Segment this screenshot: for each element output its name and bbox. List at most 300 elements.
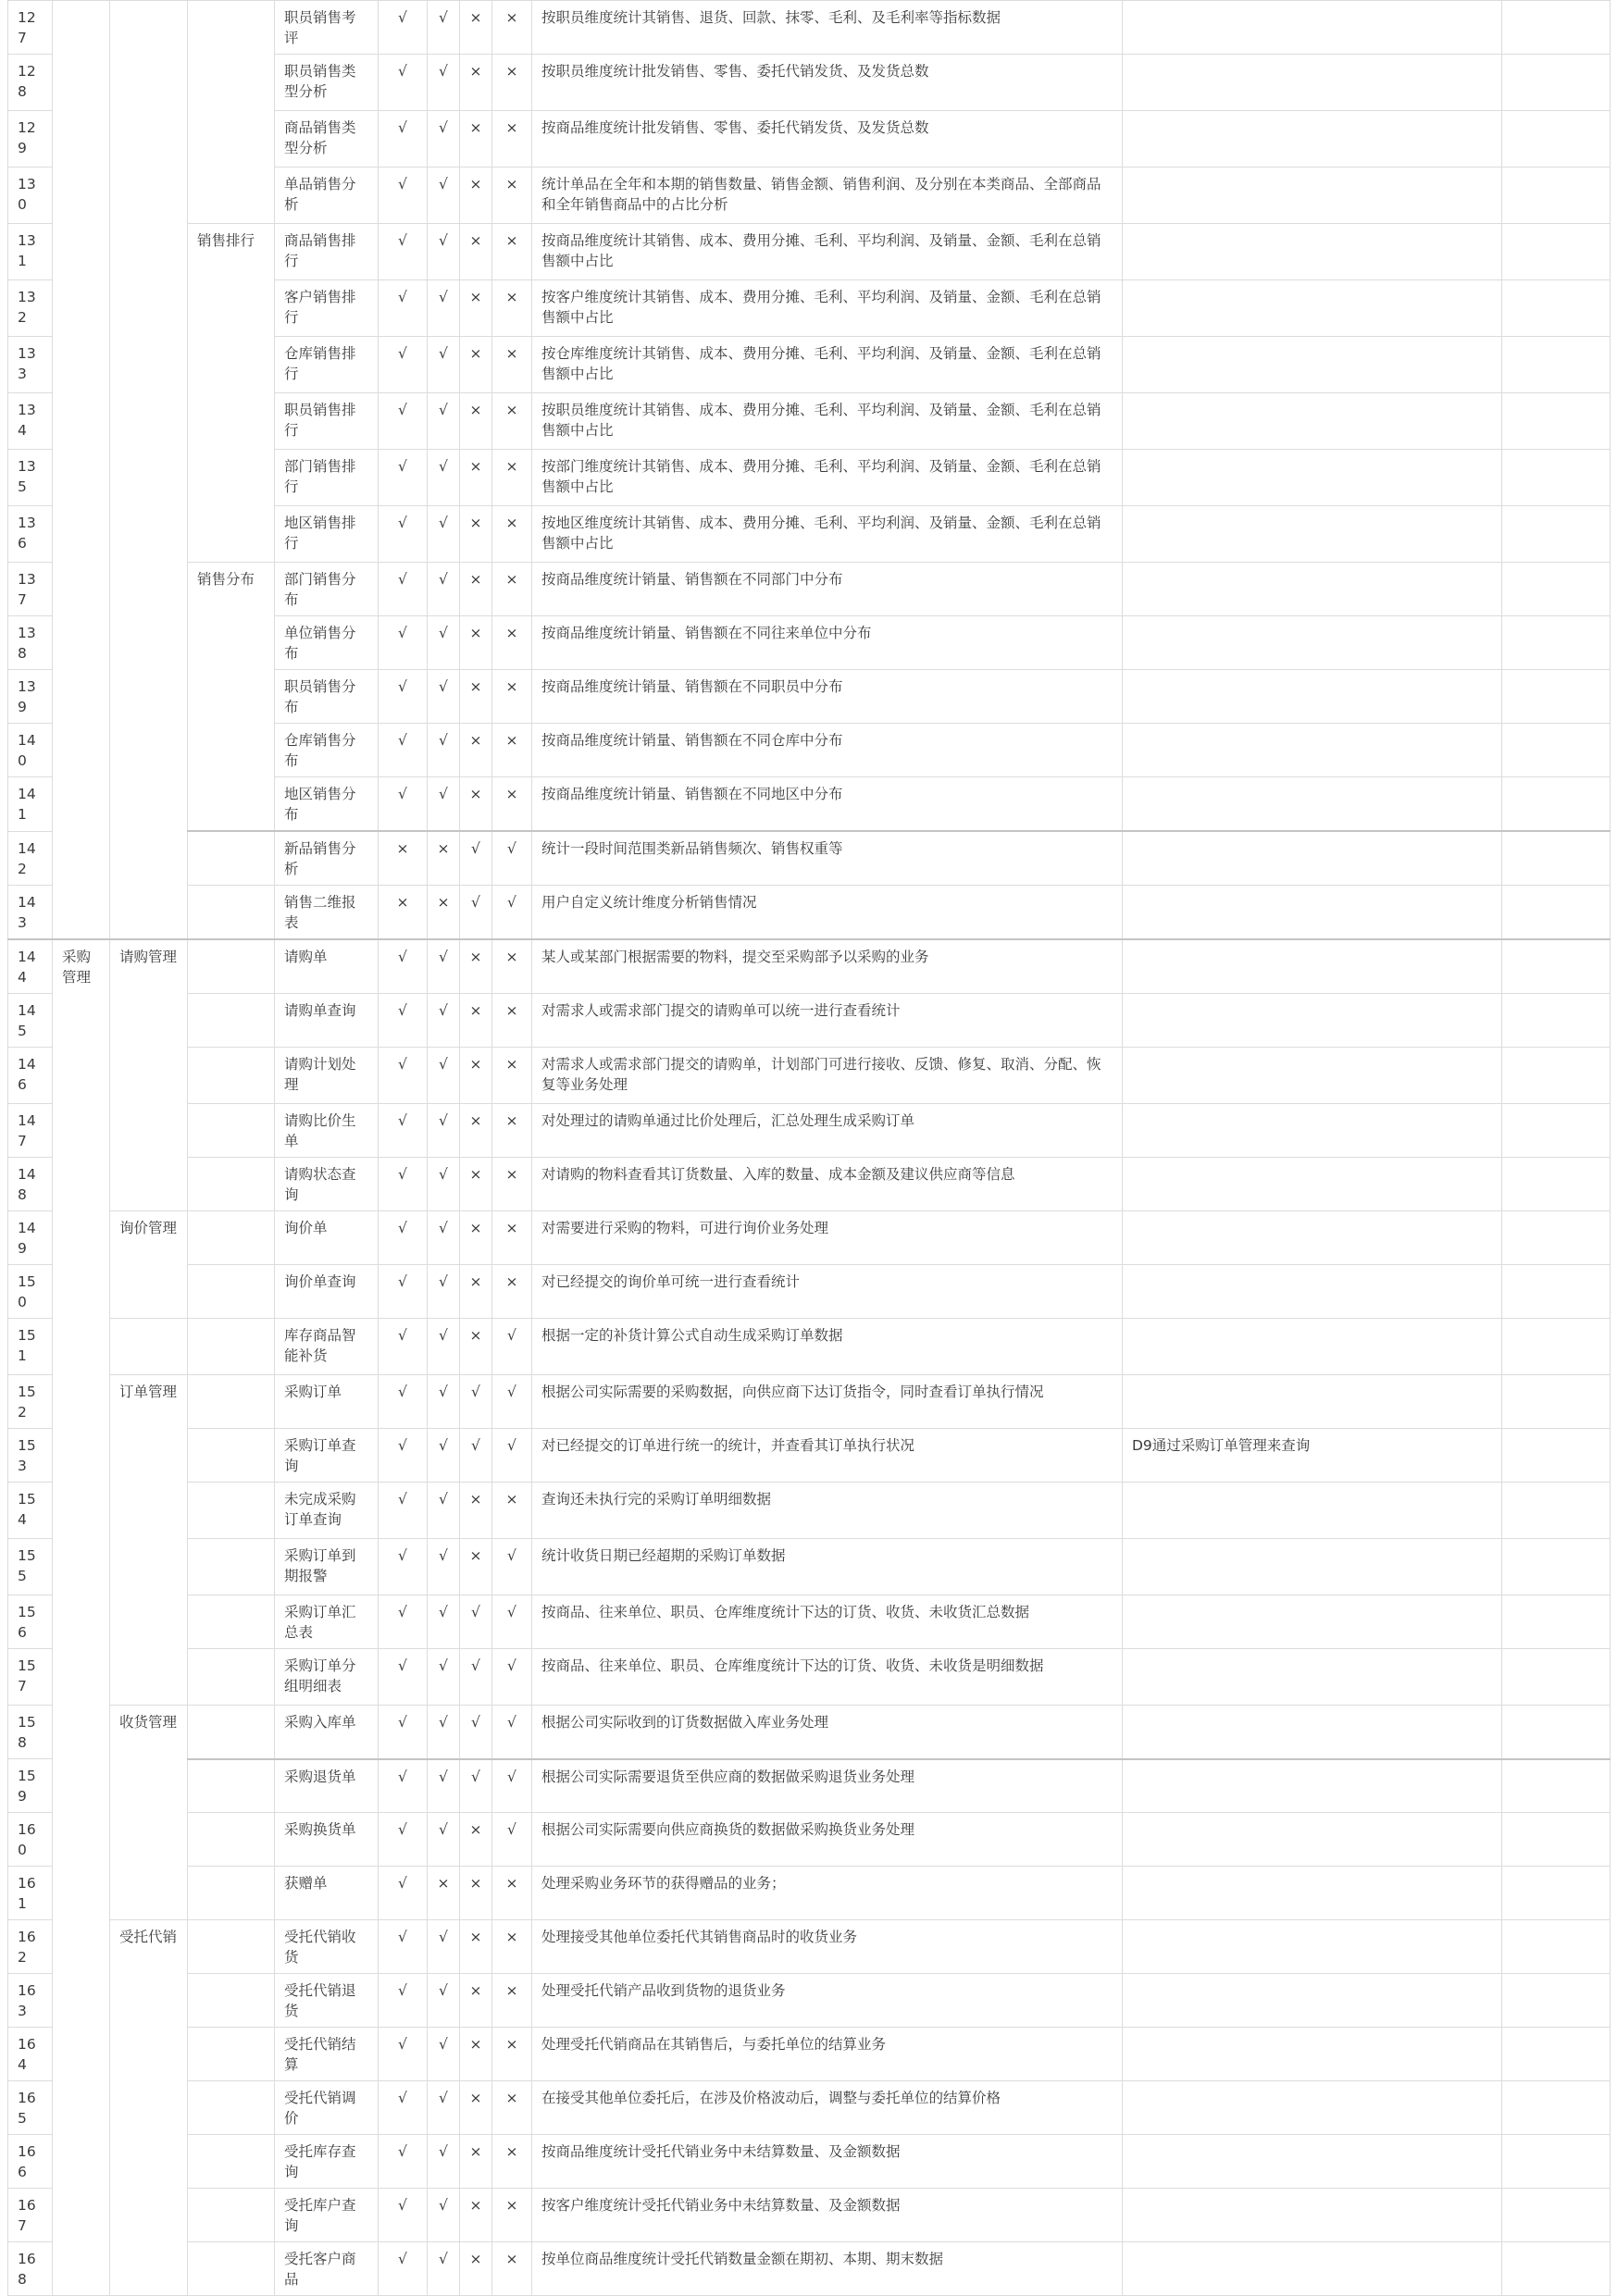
function-name: 获赠单 [275, 1867, 379, 1920]
mark-cell: √ [428, 1483, 460, 1539]
subgroup-cell [188, 1706, 275, 1759]
mark-cell: √ [379, 1048, 428, 1104]
row-number: 158 [8, 1706, 53, 1759]
table-row [8, 2189, 1611, 2242]
function-name: 未完成采购订单查询 [275, 1483, 379, 1539]
table-row [8, 2028, 1611, 2081]
function-name: 采购订单分组明细表 [275, 1649, 379, 1706]
row-number: 167 [8, 2189, 53, 2242]
function-name: 采购订单到期报警 [275, 1539, 379, 1595]
group-cell: 受托代销 [110, 1920, 188, 2296]
subgroup-cell [188, 1211, 275, 1265]
note [1123, 616, 1502, 670]
description: 按商品维度统计其销售、成本、费用分摊、毛利、平均利润、及销量、金额、毛利在总销售额中占比 [532, 224, 1123, 280]
function-name: 职员销售排行 [275, 393, 379, 450]
description: 对已经提交的询价单可统一进行查看统计 [532, 1265, 1123, 1319]
subgroup-cell [188, 1, 275, 224]
mark-cell: × [492, 2028, 532, 2081]
mark-cell: × [492, 1104, 532, 1158]
group-cell [110, 1319, 188, 1375]
row-number: 151 [8, 1319, 53, 1375]
row-number: 155 [8, 1539, 53, 1595]
description: 查询还未执行完的采购订单明细数据 [532, 1483, 1123, 1539]
mark-cell: × [492, 670, 532, 724]
note [1123, 831, 1502, 886]
mark-cell: √ [428, 1104, 460, 1158]
function-name: 受托客户商品 [275, 2242, 379, 2296]
mark-cell: × [492, 1974, 532, 2028]
blank-cell [1502, 831, 1611, 886]
mark-cell: × [492, 224, 532, 280]
table-row [8, 1048, 1611, 1104]
blank-cell [1502, 1649, 1611, 1706]
description: 根据公司实际收到的订货数据做入库业务处理 [532, 1706, 1123, 1759]
blank-cell [1502, 939, 1611, 994]
row-number: 129 [8, 111, 53, 168]
function-name: 请购单查询 [275, 994, 379, 1048]
subgroup-cell [188, 1920, 275, 1974]
group-cell [110, 1, 188, 940]
table-row [8, 224, 1611, 280]
mark-cell: √ [379, 2028, 428, 2081]
table-row [8, 563, 1611, 616]
mark-cell: √ [428, 1706, 460, 1759]
blank-cell [1502, 111, 1611, 168]
mark-cell: √ [379, 1595, 428, 1649]
mark-cell: × [460, 1813, 492, 1867]
mark-cell: √ [428, 280, 460, 337]
function-name: 请购比价生单 [275, 1104, 379, 1158]
mark-cell: √ [379, 168, 428, 224]
function-name: 采购订单汇总表 [275, 1595, 379, 1649]
note [1123, 1211, 1502, 1265]
mark-cell: × [492, 450, 532, 506]
note [1123, 224, 1502, 280]
mark-cell: √ [379, 224, 428, 280]
description: 根据一定的补货计算公式自动生成采购订单数据 [532, 1319, 1123, 1375]
row-number: 132 [8, 280, 53, 337]
mark-cell: × [460, 168, 492, 224]
note [1123, 2189, 1502, 2242]
blank-cell [1502, 616, 1611, 670]
module-cell [53, 1, 110, 940]
mark-cell: √ [492, 886, 532, 940]
blank-cell [1502, 168, 1611, 224]
mark-cell: √ [379, 1867, 428, 1920]
mark-cell: √ [379, 939, 428, 994]
mark-cell: √ [428, 1211, 460, 1265]
blank-cell [1502, 224, 1611, 280]
mark-cell: × [492, 2135, 532, 2189]
row-number: 139 [8, 670, 53, 724]
table-row [8, 1158, 1611, 1211]
subgroup-cell [188, 1265, 275, 1319]
description: 处理采购业务环节的获得赠品的业务； [532, 1867, 1123, 1920]
mark-cell: × [492, 393, 532, 450]
mark-cell: √ [492, 1319, 532, 1375]
mark-cell: √ [428, 939, 460, 994]
subgroup-cell [188, 1974, 275, 2028]
mark-cell: × [460, 1265, 492, 1319]
mark-cell: × [460, 563, 492, 616]
mark-cell: × [492, 2242, 532, 2296]
mark-cell: √ [379, 777, 428, 832]
mark-cell: √ [379, 1539, 428, 1595]
note [1123, 777, 1502, 832]
subgroup-cell [188, 1158, 275, 1211]
row-number: 141 [8, 777, 53, 832]
mark-cell: √ [460, 1375, 492, 1429]
mark-cell: √ [428, 506, 460, 563]
module-cell: 采购管理 [53, 939, 110, 2296]
row-number: 137 [8, 563, 53, 616]
mark-cell: × [492, 616, 532, 670]
description: 按职员维度统计其销售、退货、回款、抹零、毛利、及毛利率等指标数据 [532, 1, 1123, 55]
description: 对请购的物料查看其订货数量、入库的数量、成本金额及建议供应商等信息 [532, 1158, 1123, 1211]
description: 按部门维度统计其销售、成本、费用分摊、毛利、平均利润、及销量、金额、毛利在总销售额中占比 [532, 450, 1123, 506]
description: 对需求人或需求部门提交的请购单，计划部门可进行接收、反馈、修复、取消、分配、恢复等业务处理 [532, 1048, 1123, 1104]
description: 按商品维度统计销量、销售额在不同仓库中分布 [532, 724, 1123, 777]
mark-cell: × [460, 1319, 492, 1375]
function-name: 受托库户查询 [275, 2189, 379, 2242]
mark-cell: √ [428, 2028, 460, 2081]
subgroup-cell [188, 831, 275, 886]
blank-cell [1502, 280, 1611, 337]
row-number: 153 [8, 1429, 53, 1483]
mark-cell: √ [428, 2081, 460, 2135]
note [1123, 450, 1502, 506]
note [1123, 1539, 1502, 1595]
mark-cell: √ [428, 1265, 460, 1319]
mark-cell: √ [379, 1265, 428, 1319]
note [1123, 168, 1502, 224]
mark-cell: × [492, 1, 532, 55]
mark-cell: √ [428, 1759, 460, 1813]
mark-cell: √ [492, 1595, 532, 1649]
mark-cell: √ [428, 1539, 460, 1595]
mark-cell: √ [428, 777, 460, 832]
blank-cell [1502, 1920, 1611, 1974]
mark-cell: √ [379, 2242, 428, 2296]
mark-cell: × [460, 939, 492, 994]
mark-cell: √ [428, 1649, 460, 1706]
note [1123, 994, 1502, 1048]
mark-cell: × [460, 1104, 492, 1158]
mark-cell: × [492, 1867, 532, 1920]
subgroup-cell [188, 886, 275, 940]
note [1123, 2135, 1502, 2189]
mark-cell: × [460, 1048, 492, 1104]
description: 对需求人或需求部门提交的请购单可以统一进行查看统计 [532, 994, 1123, 1048]
table-row [8, 886, 1611, 940]
row-number: 164 [8, 2028, 53, 2081]
row-number: 152 [8, 1375, 53, 1429]
row-number: 142 [8, 831, 53, 886]
description: 按单位商品维度统计受托代销数量金额在期初、本期、期末数据 [532, 2242, 1123, 2296]
mark-cell: √ [379, 280, 428, 337]
description: 根据公司实际需要向供应商换货的数据做采购换货业务处理 [532, 1813, 1123, 1867]
subgroup-cell [188, 2028, 275, 2081]
mark-cell: √ [379, 1759, 428, 1813]
description: 在接受其他单位委托后，在涉及价格波动后，调整与委托单位的结算价格 [532, 2081, 1123, 2135]
mark-cell: √ [428, 724, 460, 777]
mark-cell: √ [428, 55, 460, 111]
group-cell: 收货管理 [110, 1706, 188, 1920]
mark-cell: × [379, 886, 428, 940]
function-name: 职员销售分布 [275, 670, 379, 724]
mark-cell: × [460, 2081, 492, 2135]
mark-cell: √ [379, 337, 428, 393]
table-row [8, 1319, 1611, 1375]
function-name: 请购状态查询 [275, 1158, 379, 1211]
mark-cell: √ [379, 1, 428, 55]
mark-cell: √ [428, 168, 460, 224]
table-row [8, 939, 1611, 994]
mark-cell: √ [379, 2189, 428, 2242]
row-number: 163 [8, 1974, 53, 2028]
function-name: 库存商品智能补货 [275, 1319, 379, 1375]
note [1123, 55, 1502, 111]
blank-cell [1502, 563, 1611, 616]
blank-cell [1502, 1974, 1611, 2028]
function-name: 新品销售分析 [275, 831, 379, 886]
blank-cell [1502, 1595, 1611, 1649]
mark-cell: × [460, 2242, 492, 2296]
row-number: 143 [8, 886, 53, 940]
note [1123, 886, 1502, 940]
function-name: 请购计划处理 [275, 1048, 379, 1104]
mark-cell: √ [379, 563, 428, 616]
mark-cell: × [492, 1211, 532, 1265]
blank-cell [1502, 1759, 1611, 1813]
blank-cell [1502, 1265, 1611, 1319]
mark-cell: × [460, 1483, 492, 1539]
blank-cell [1502, 1813, 1611, 1867]
table-row [8, 1265, 1611, 1319]
row-number: 148 [8, 1158, 53, 1211]
description: 统计收货日期已经超期的采购订单数据 [532, 1539, 1123, 1595]
mark-cell: √ [379, 1375, 428, 1429]
description: 统计单品在全年和本期的销售数量、销售金额、销售利润、及分别在本类商品、全部商品和全年销售商品中的占比分析 [532, 168, 1123, 224]
blank-cell [1502, 886, 1611, 940]
blank-cell [1502, 1483, 1611, 1539]
mark-cell: √ [460, 886, 492, 940]
description: 处理受托代销商品在其销售后，与委托单位的结算业务 [532, 2028, 1123, 2081]
blank-cell [1502, 1211, 1611, 1265]
mark-cell: √ [460, 1706, 492, 1759]
function-name: 部门销售排行 [275, 450, 379, 506]
blank-cell [1502, 2135, 1611, 2189]
description: 按客户维度统计受托代销业务中未结算数量、及金额数据 [532, 2189, 1123, 2242]
blank-cell [1502, 1, 1611, 55]
description: 根据公司实际需要退货至供应商的数据做采购退货业务处理 [532, 1759, 1123, 1813]
note [1123, 1706, 1502, 1759]
mark-cell: √ [379, 1649, 428, 1706]
function-name: 职员销售考评 [275, 1, 379, 55]
mark-cell: × [492, 111, 532, 168]
mark-cell: √ [379, 2135, 428, 2189]
row-number: 127 [8, 1, 53, 55]
mark-cell: √ [428, 1595, 460, 1649]
function-name: 商品销售类型分析 [275, 111, 379, 168]
blank-cell [1502, 724, 1611, 777]
mark-cell: √ [460, 831, 492, 886]
table-row [8, 831, 1611, 886]
function-name: 受托代销结算 [275, 2028, 379, 2081]
mark-cell: × [460, 1920, 492, 1974]
blank-cell [1502, 450, 1611, 506]
note [1123, 1319, 1502, 1375]
mark-cell: × [492, 777, 532, 832]
mark-cell: × [492, 2081, 532, 2135]
subgroup-cell [188, 1429, 275, 1483]
mark-cell: √ [428, 224, 460, 280]
note [1123, 337, 1502, 393]
mark-cell: √ [379, 1974, 428, 2028]
mark-cell: × [492, 55, 532, 111]
description: 按地区维度统计其销售、成本、费用分摊、毛利、平均利润、及销量、金额、毛利在总销售额中占比 [532, 506, 1123, 563]
mark-cell: √ [379, 506, 428, 563]
description: 按职员维度统计批发销售、零售、委托代销发货、及发货总数 [532, 55, 1123, 111]
mark-cell: × [492, 994, 532, 1048]
blank-cell [1502, 1319, 1611, 1375]
subgroup-cell [188, 1104, 275, 1158]
table-row [8, 1759, 1611, 1813]
row-number: 136 [8, 506, 53, 563]
description: 按仓库维度统计其销售、成本、费用分摊、毛利、平均利润、及销量、金额、毛利在总销售额中占比 [532, 337, 1123, 393]
mark-cell: √ [492, 1649, 532, 1706]
mark-cell: × [492, 280, 532, 337]
subgroup-cell [188, 1759, 275, 1813]
function-name: 仓库销售分布 [275, 724, 379, 777]
mark-cell: √ [492, 1375, 532, 1429]
mark-cell: √ [428, 337, 460, 393]
mark-cell: × [428, 1867, 460, 1920]
description: 处理接受其他单位委托代其销售商品时的收货业务 [532, 1920, 1123, 1974]
note [1123, 1813, 1502, 1867]
mark-cell: × [492, 168, 532, 224]
subgroup-cell [188, 1867, 275, 1920]
function-name: 地区销售排行 [275, 506, 379, 563]
row-number: 159 [8, 1759, 53, 1813]
subgroup-cell [188, 1595, 275, 1649]
table-row [8, 1867, 1611, 1920]
mark-cell: √ [379, 1211, 428, 1265]
function-name: 职员销售类型分析 [275, 55, 379, 111]
note [1123, 1759, 1502, 1813]
mark-cell: √ [379, 1813, 428, 1867]
subgroup-cell [188, 939, 275, 994]
mark-cell: × [460, 55, 492, 111]
mark-cell: √ [492, 1706, 532, 1759]
mark-cell: × [460, 506, 492, 563]
blank-cell [1502, 337, 1611, 393]
description: 对需要进行采购的物料，可进行询价业务处理 [532, 1211, 1123, 1265]
mark-cell: × [492, 337, 532, 393]
description: 按商品、往来单位、职员、仓库维度统计下达的订货、收货、未收货是明细数据 [532, 1649, 1123, 1706]
function-name: 仓库销售排行 [275, 337, 379, 393]
mark-cell: √ [379, 450, 428, 506]
mark-cell: × [492, 1265, 532, 1319]
table-row [8, 1974, 1611, 2028]
note [1123, 2081, 1502, 2135]
mark-cell: √ [428, 616, 460, 670]
description: 根据公司实际需要的采购数据，向供应商下达订货指令，同时查看订单执行情况 [532, 1375, 1123, 1429]
row-number: 168 [8, 2242, 53, 2296]
function-name: 采购订单 [275, 1375, 379, 1429]
mark-cell: √ [460, 1429, 492, 1483]
table-row [8, 1539, 1611, 1595]
mark-cell: × [460, 777, 492, 832]
function-name: 商品销售排行 [275, 224, 379, 280]
row-number: 130 [8, 168, 53, 224]
note [1123, 1649, 1502, 1706]
subgroup-cell [188, 1319, 275, 1375]
note [1123, 2028, 1502, 2081]
blank-cell [1502, 55, 1611, 111]
note [1123, 1048, 1502, 1104]
blank-cell [1502, 777, 1611, 832]
row-number: 157 [8, 1649, 53, 1706]
mark-cell: × [492, 1483, 532, 1539]
note [1123, 1920, 1502, 1974]
description: 按商品维度统计销量、销售额在不同部门中分布 [532, 563, 1123, 616]
mark-cell: × [492, 724, 532, 777]
description: 按商品维度统计销量、销售额在不同职员中分布 [532, 670, 1123, 724]
function-name: 单品销售分析 [275, 168, 379, 224]
mark-cell: × [492, 2189, 532, 2242]
function-name: 受托代销调价 [275, 2081, 379, 2135]
mark-cell: √ [379, 670, 428, 724]
table-row [8, 1104, 1611, 1158]
function-name: 询价单查询 [275, 1265, 379, 1319]
blank-cell [1502, 1706, 1611, 1759]
blank-cell [1502, 2242, 1611, 2296]
mark-cell: √ [492, 1539, 532, 1595]
row-number: 145 [8, 994, 53, 1048]
note [1123, 1375, 1502, 1429]
blank-cell [1502, 1158, 1611, 1211]
blank-cell [1502, 1375, 1611, 1429]
mark-cell: × [492, 1158, 532, 1211]
mark-cell: × [492, 563, 532, 616]
mark-cell: √ [379, 994, 428, 1048]
mark-cell: √ [379, 55, 428, 111]
row-number: 149 [8, 1211, 53, 1265]
feature-table [7, 0, 1611, 2296]
group-cell: 询价管理 [110, 1211, 188, 1319]
row-number: 161 [8, 1867, 53, 1920]
blank-cell [1502, 1104, 1611, 1158]
row-number: 133 [8, 337, 53, 393]
description: 处理受托代销产品收到货物的退货业务 [532, 1974, 1123, 2028]
note [1123, 1974, 1502, 2028]
group-cell: 请购管理 [110, 939, 188, 1211]
mark-cell: × [460, 337, 492, 393]
mark-cell: √ [428, 1429, 460, 1483]
mark-cell: × [428, 831, 460, 886]
table-row [8, 2242, 1611, 2296]
note [1123, 1158, 1502, 1211]
row-number: 166 [8, 2135, 53, 2189]
table-row [8, 1483, 1611, 1539]
mark-cell: √ [492, 1429, 532, 1483]
subgroup-cell [188, 1048, 275, 1104]
note [1123, 1265, 1502, 1319]
blank-cell [1502, 1539, 1611, 1595]
mark-cell: √ [428, 2189, 460, 2242]
table-row [8, 2081, 1611, 2135]
